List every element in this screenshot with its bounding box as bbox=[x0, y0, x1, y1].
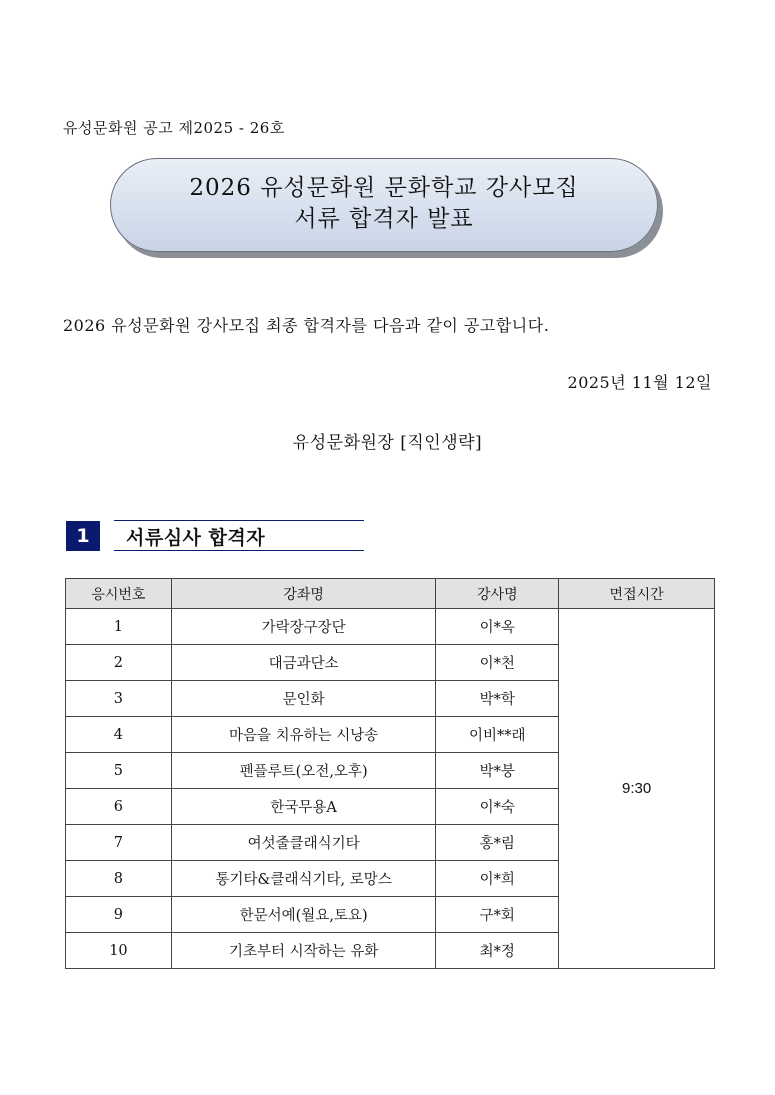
cell-course: 마음을 치유하는 시낭송 bbox=[171, 717, 436, 753]
section-number-badge: 1 bbox=[66, 521, 100, 551]
cell-applicant-no: 5 bbox=[66, 753, 172, 789]
cell-course: 대금과단소 bbox=[171, 645, 436, 681]
cell-instructor: 박*붕 bbox=[436, 753, 559, 789]
cell-instructor: 이비**래 bbox=[436, 717, 559, 753]
title-line-1: 2026 유성문화원 문화학교 강사모집 bbox=[189, 175, 579, 201]
cell-instructor: 이*옥 bbox=[436, 609, 559, 645]
header-applicant-no: 응시번호 bbox=[66, 579, 172, 609]
section-heading bbox=[114, 520, 364, 551]
cell-course: 한국무용A bbox=[171, 789, 436, 825]
cell-course: 펜플루트(오전,오후) bbox=[171, 753, 436, 789]
cell-instructor: 이*숙 bbox=[436, 789, 559, 825]
header-instructor: 강사명 bbox=[436, 579, 559, 609]
cell-instructor: 구*회 bbox=[436, 897, 559, 933]
cell-course: 가락장구장단 bbox=[171, 609, 436, 645]
cell-course: 기초부터 시작하는 유화 bbox=[171, 933, 436, 969]
notice-number: 유성문화원 공고 제2025 - 26호 bbox=[63, 119, 285, 137]
cell-applicant-no: 2 bbox=[66, 645, 172, 681]
cell-course: 한문서예(월요,토요) bbox=[171, 897, 436, 933]
header-interview-time: 면접시간 bbox=[559, 579, 715, 609]
title-line-2: 서류 합격자 발표 bbox=[294, 206, 474, 232]
cell-applicant-no: 7 bbox=[66, 825, 172, 861]
cell-instructor: 홍*림 bbox=[436, 825, 559, 861]
section-title: 서류심사 합격자 bbox=[126, 527, 266, 549]
intro-text: 2026 유성문화원 강사모집 최종 합격자를 다음과 같이 공고합니다. bbox=[63, 316, 550, 335]
title-banner bbox=[110, 158, 658, 252]
cell-course: 문인화 bbox=[171, 681, 436, 717]
cell-instructor: 박*학 bbox=[436, 681, 559, 717]
cell-applicant-no: 1 bbox=[66, 609, 172, 645]
cell-course: 여섯줄클래식기타 bbox=[171, 825, 436, 861]
signer: 유성문화원장 [직인생략] bbox=[292, 433, 483, 453]
header-course: 강좌명 bbox=[171, 579, 436, 609]
cell-course: 통기타&클래식기타, 로망스 bbox=[171, 861, 436, 897]
cell-instructor: 최*정 bbox=[436, 933, 559, 969]
cell-applicant-no: 4 bbox=[66, 717, 172, 753]
cell-applicant-no: 10 bbox=[66, 933, 172, 969]
notice-date: 2025년 11월 12일 bbox=[567, 373, 712, 392]
results-table bbox=[65, 578, 715, 969]
cell-instructor: 이*천 bbox=[436, 645, 559, 681]
cell-applicant-no: 6 bbox=[66, 789, 172, 825]
cell-applicant-no: 3 bbox=[66, 681, 172, 717]
cell-interview-time: 9:30 bbox=[559, 609, 715, 969]
cell-applicant-no: 9 bbox=[66, 897, 172, 933]
table-row bbox=[66, 609, 715, 645]
table-header-row bbox=[66, 579, 715, 609]
cell-applicant-no: 8 bbox=[66, 861, 172, 897]
cell-instructor: 이*희 bbox=[436, 861, 559, 897]
